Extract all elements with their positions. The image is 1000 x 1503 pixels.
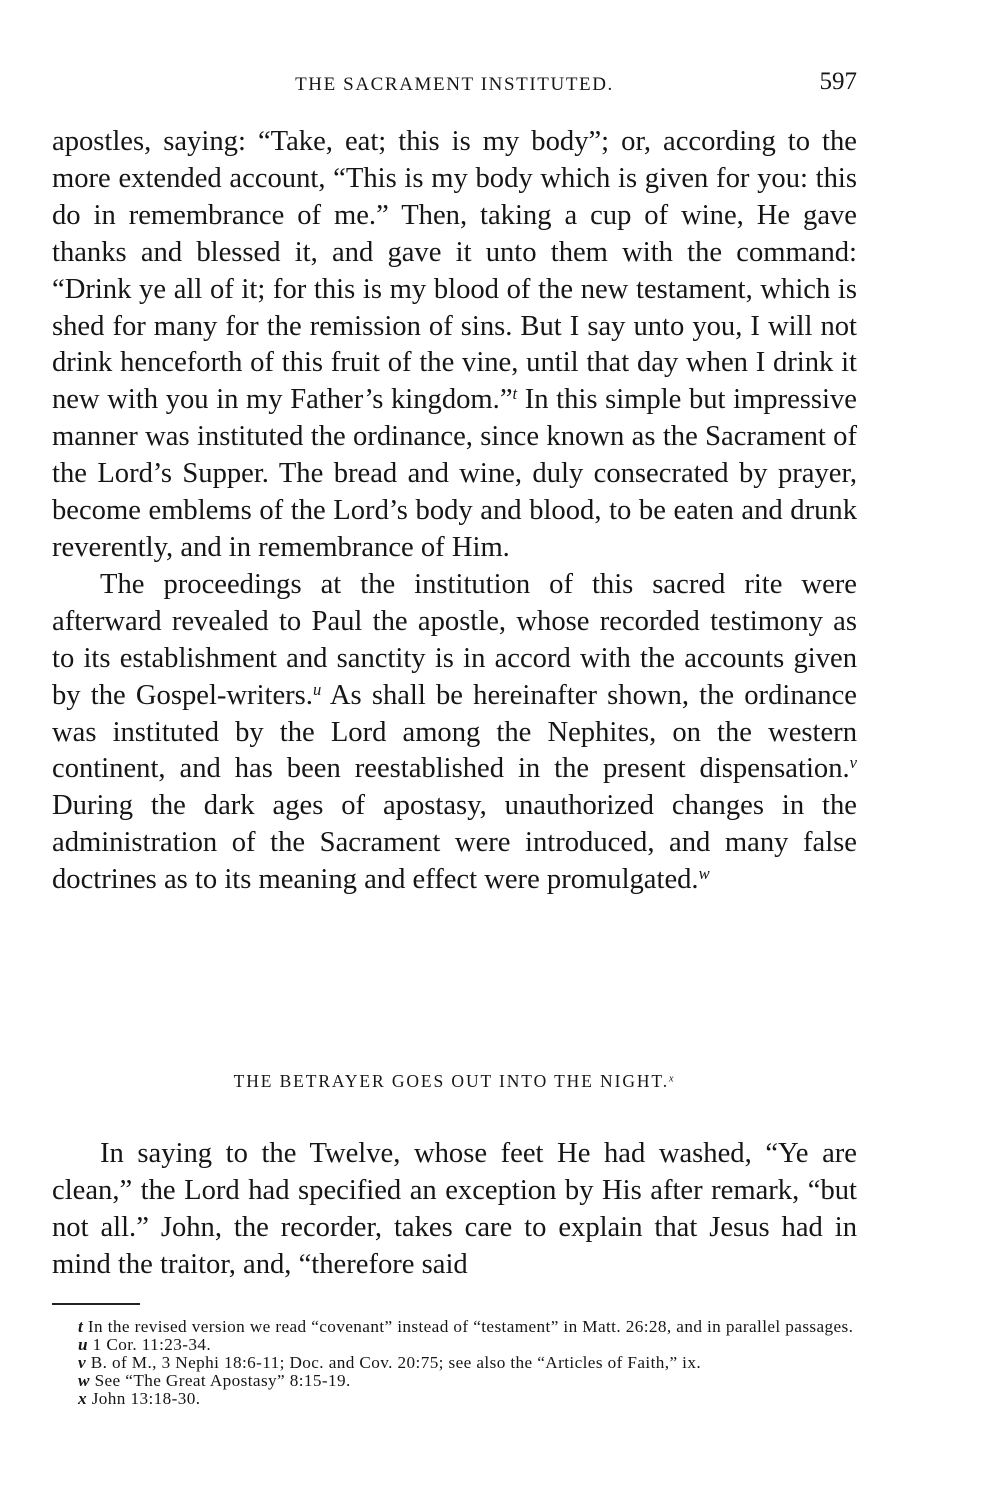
- footnote-mark: v: [78, 1353, 87, 1372]
- footnote: [52, 1354, 857, 1372]
- paragraph: [52, 567, 857, 899]
- footnote: [52, 1336, 857, 1354]
- footnote-reference: u: [312, 679, 322, 699]
- main-text-bottom: [52, 1136, 857, 1284]
- main-text-top: [52, 124, 857, 899]
- footnote-text: See “The Great Apostasy” 8:15-19.: [89, 1371, 351, 1390]
- paragraph-text: During the dark ages of apostasy, unauthorized changes in the administration of the Sacrament were introduced, and many false doctrines as to its meaning and effect were promulgated.: [52, 790, 857, 896]
- footnote-divider: [52, 1303, 140, 1305]
- paragraph-text: In saying to the Twelve, whose feet He had washed, “Ye are clean,” the Lord had specified an exception by His after remark, “but not all.” John, the recorder, takes care to explain that Jesus had in mind the traitor, and, “therefore said: [52, 1138, 857, 1280]
- paragraph-text: apostles, saying: “Take, eat; this is my body”; or, according to the more extended account, “This is my body which is given for you: this do in remembrance of me.” Then, taking a cup of wine, He gave thanks and blessed it, and gave it unto them with the command: “Drink ye all of it; for this is my blood of the new testament, which is shed for many for the remission of sins. But I say unto you, I will not drink henceforth of this fruit of the vine, until that day when I drink it new with you in my Father’s kingdom.”: [52, 126, 857, 416]
- paragraph-text: The proceedings at the institution of this sacred rite were afterward revealed to Paul the apostle, whose recorded testimony as to its establishment and sanctity is in accord with the accounts given by the Gospel-writers.: [52, 568, 857, 711]
- page-number: 597: [819, 68, 857, 95]
- footnote: [52, 1372, 857, 1390]
- footnote-mark: x: [78, 1389, 87, 1408]
- footnote-reference: x: [668, 1073, 676, 1085]
- footnote: [52, 1318, 857, 1336]
- footnote-mark: u: [78, 1335, 88, 1354]
- footnote-reference: t: [512, 384, 518, 404]
- paragraph-continuation: [52, 124, 857, 567]
- section-heading: [52, 1071, 857, 1092]
- footnote: [52, 1390, 857, 1408]
- footnote-text: In the revised version we read “covenant” instead of “testament” in Matt. 26:28, and in parallel passages.: [83, 1317, 854, 1336]
- footnote-text: John 13:18-30.: [87, 1389, 201, 1408]
- running-head: [52, 66, 857, 106]
- running-title: THE SACRAMENT INSTITUTED.: [295, 74, 614, 95]
- footnote-reference: v: [849, 753, 857, 773]
- section-heading-text: THE BETRAYER GOES OUT INTO THE NIGHT.: [233, 1071, 669, 1091]
- paragraph: [52, 1136, 857, 1284]
- footnote-reference: w: [698, 864, 710, 884]
- footnote-text: 1 Cor. 11:23-34.: [87, 1335, 212, 1354]
- footnote-mark: t: [78, 1317, 84, 1336]
- paragraph-text: As shall be hereinafter shown, the ordinance was instituted by the Lord among the Nephites, on the western continent, and has been reestablished in the present dispensation.: [52, 679, 857, 785]
- footnotes: [52, 1318, 857, 1408]
- footnote-text: B. of M., 3 Nephi 18:6-11; Doc. and Cov. 20:75; see also the “Articles of Faith,” ix.: [86, 1353, 702, 1372]
- paragraph-text: In this simple but impressive manner was instituted the ordinance, since known as the Sacrament of the Lord’s Supper. The bread and wine, duly consecrated by prayer, become emblems of the Lord’s body and blood, to be eaten and drunk reverently, and in remembrance of Him.: [52, 384, 857, 563]
- footnote-mark: w: [78, 1371, 90, 1390]
